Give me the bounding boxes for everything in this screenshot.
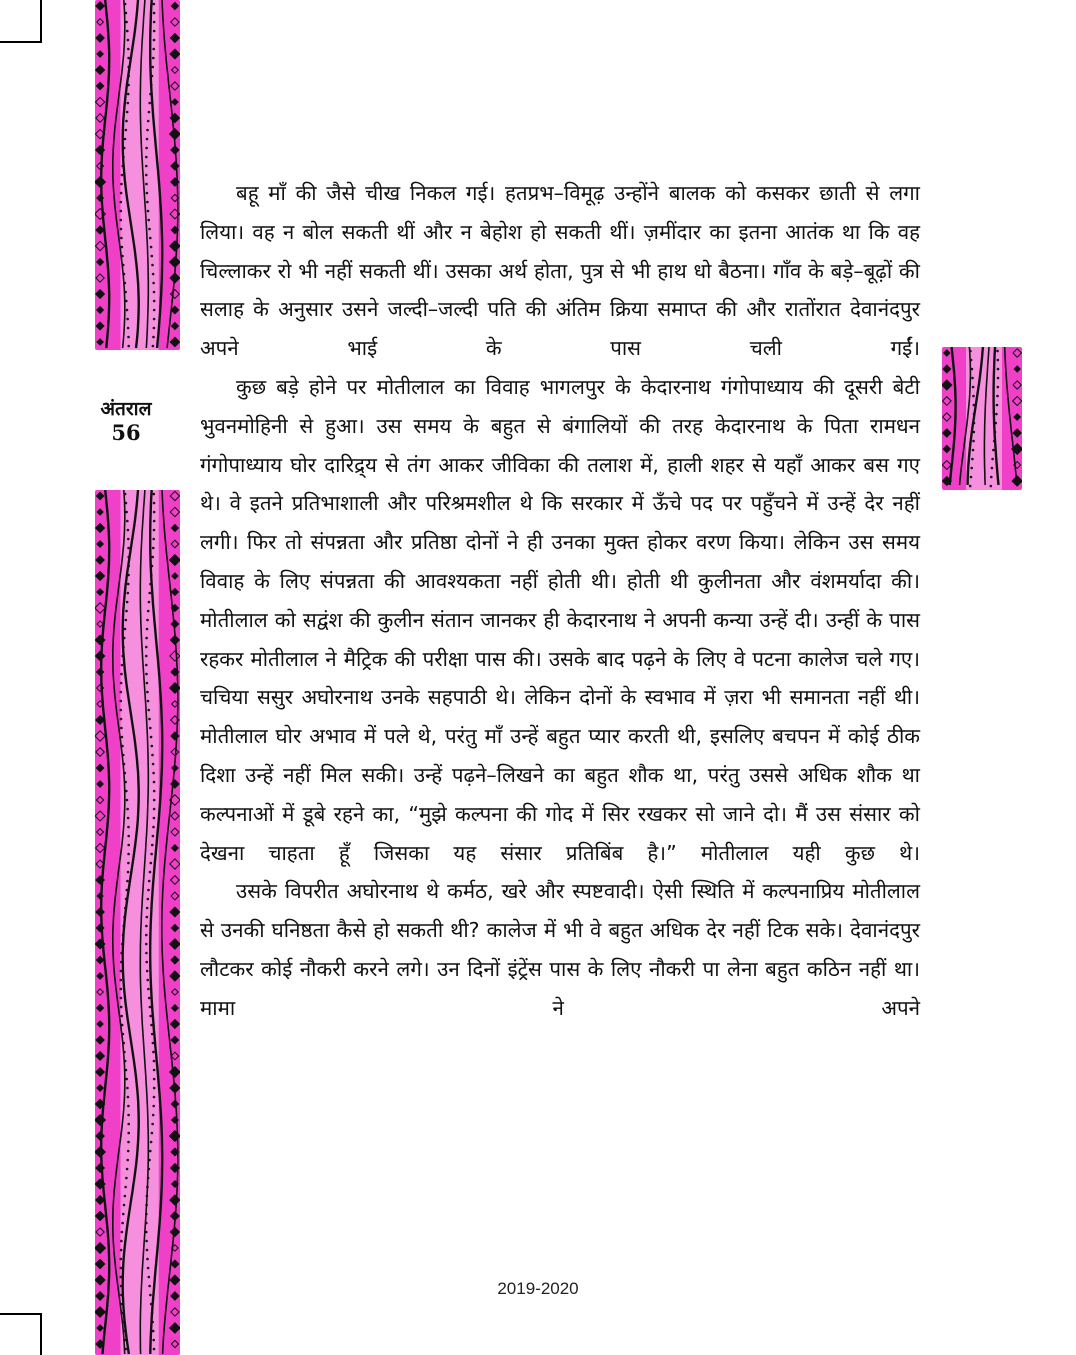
footer-year: 2019-2020 [497,1279,579,1298]
paragraph: कुछ बड़े होने पर मोतीलाल का विवाह भागलपुर के केदारनाथ गंगोपाध्याय की दूसरी बेटी भुवनमोहिनी से हुआ। उस समय के बहुत से बंगालियों की तरह केदारनाथ के पिता रामधन गंगोपाध्याय घोर दारिद्र्य से तंग आकर जीविका की तलाश में, हाली शहर से यहाँ आकर बस गए थे। वे इतने प्रतिभाशाली और परिश्रमशील थे कि सरकार में ऊँचे पद पर पहुँचने में उन्हें देर नहीं लगी। फिर तो संपन्नता और प्रतिष्ठा दोनों ने ही उनका मुक्त होकर वरण किया। लेकिन उस समय विवाह के लिए संपन्नता की आवश्यकता नहीं होती थी। होती थी कुलीनता और वंशमर्यादा की। मोतीलाल को सद्वंश की कुलीन संतान जानकर ही केदारनाथ ने अपनी कन्या उन्हें दी। उन्हीं के पास रहकर मोतीलाल ने मैट्रिक की परीक्षा पास की। उसके बाद पढ़ने के लिए वे पटना कालेज चले गए। चचिया ससुर अघोरनाथ उनके सहपाठी थे। लेकिन दोनों के स्वभाव में ज़रा भी समानता नहीं थी। मोतीलाल घोर अभाव में पले थे, परंतु माँ उन्हें बहुत प्यार करती थी, इसलिए बचपन में कोई ठीक दिशा उन्हें नहीं मिल सकी। उन्हें पढ़ने–लिखने का बहुत शौक था, परंतु उससे अधिक शौक था कल्पनाओं में डूबे रहने का, “मुझे कल्पना की गोद में सिर रखकर सो जाने दो। मैं उस संसार को देखना चाहता हूँ जिसका यह संसार प्रतिबिंब है।” मोतीलाल यही कुछ थे। [200,374,920,865]
crop-mark-top-left-horizontal [0,41,42,43]
paragraph: बहू माँ की जैसे चीख निकल गई। हतप्रभ–विमूढ़ उन्होंने बालक को कसकर छाती से लगा लिया। वह न बोल सकती थीं और न बेहोश हो सकती थीं। ज़मींदार का इतना आतंक था कि वह चिल्लाकर रो भी नहीं सकती थीं। उसका अर्थ होता, पुत्र से भी हाथ धो बैठना। गाँव के बड़े–बूढ़ों की सलाह के अनुसार उसने जल्दी–जल्दी पति की अंतिम क्रिया समाप्त की और रातोंरात देवानंदपुर अपने भाई के पास चली गईं। [200,181,920,361]
page-number: 56 [111,420,141,445]
decorative-border-top-left [95,0,180,350]
crop-mark-bottom-left-vertical [40,1313,42,1355]
crop-mark-top-left-vertical [40,0,42,42]
decorative-border-bottom-left [95,490,180,1355]
body-text [200,174,920,1028]
crop-mark-bottom-left-horizontal [0,1313,42,1315]
paragraph: उसके विपरीत अघोरनाथ थे कर्मठ, खरे और स्पष्टवादी। ऐसी स्थिति में कल्पनाप्रिय मोतीलाल से उनकी घनिष्ठता कैसे हो सकती थी? कालेज में भी वे बहुत अधिक देर नहीं टिक सके। देवानंदपुर लौटकर कोई नौकरी करने लगे। उन दिनों इंट्रेंस पास के लिए नौकरी पा लेना बहुत कठिन नहीं था। मामा ने अपने [200,879,920,1020]
book-name: अंतराल [100,398,152,420]
decorative-border-right [942,347,1022,490]
